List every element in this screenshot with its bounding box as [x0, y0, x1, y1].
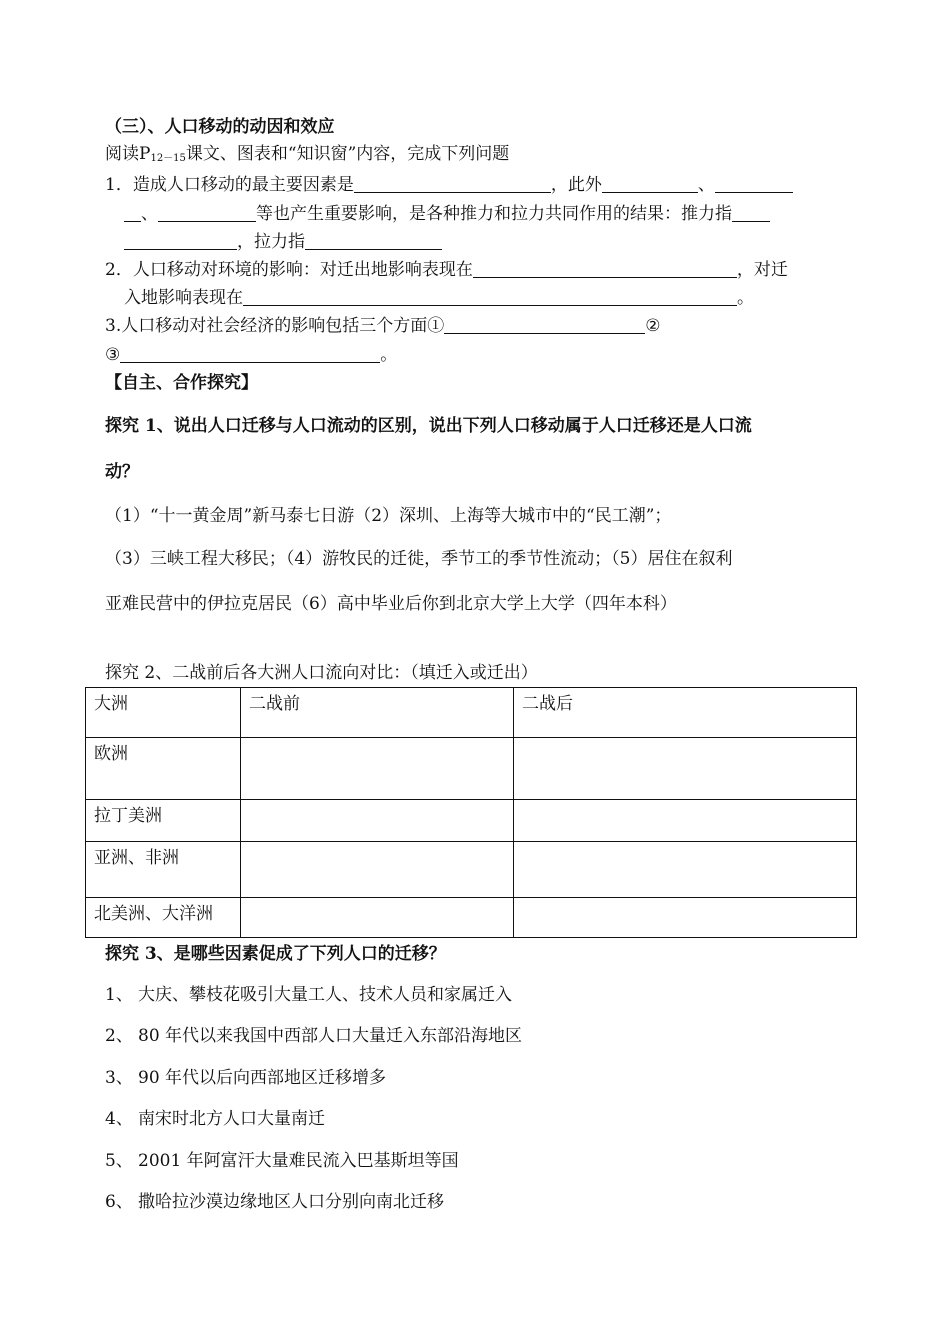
explore-3-title: 探究 3、是哪些因素促成了下列人口的迁移？ — [105, 944, 446, 964]
table-header-row — [86, 688, 857, 738]
question-2-line-1: 2．人口移动对环境的影响：对迁出地影响表现在 ，对迁 — [105, 260, 788, 280]
header-before-ww2: 二战前 — [241, 688, 514, 738]
q1-factor-blank-3-cont[interactable] — [124, 203, 141, 222]
row-before-cell[interactable] — [241, 842, 514, 898]
row-after-cell[interactable] — [514, 842, 857, 898]
q1-factor-blank-3[interactable] — [715, 174, 793, 193]
q1-factor-blank-2[interactable] — [602, 174, 698, 193]
question-1-line-3: ，拉力指 — [124, 229, 442, 255]
list-item-text: 2001 年阿富汗大量难民流入巴基斯坦等国 — [138, 1151, 459, 1171]
section-title: （三）、人口移动的动因和效应 — [105, 117, 335, 137]
table-row — [86, 800, 857, 842]
row-after-cell[interactable] — [514, 898, 857, 938]
row-continent-name: 欧洲 — [86, 738, 241, 800]
question-3-line-1: 3.人口移动对社会经济的影响包括三个方面① ② — [105, 316, 661, 336]
q1-main-factor-blank[interactable] — [354, 174, 551, 193]
header-continent: 大洲 — [86, 688, 241, 738]
row-after-cell[interactable] — [514, 738, 857, 800]
q1-pull-blank[interactable] — [305, 231, 442, 250]
list-item-number: 2、 — [105, 1026, 133, 1046]
row-continent-name: 亚洲、非洲 — [86, 842, 241, 898]
list-item-text: 大庆、攀枝花吸引大量工人、技术人员和家属迁入 — [138, 985, 512, 1005]
table-row — [86, 898, 857, 938]
q3-blank-1[interactable] — [444, 315, 645, 334]
question-3-line-2: ③ 。 — [105, 345, 398, 365]
row-continent-name: 拉丁美洲 — [86, 800, 241, 842]
q1-push-blank[interactable] — [732, 203, 770, 222]
q1-factor-blank-4[interactable] — [158, 203, 256, 222]
page-letter: P — [139, 144, 151, 164]
list-item — [105, 1189, 444, 1215]
list-item-number: 3、 — [105, 1068, 133, 1088]
list-item — [105, 1148, 459, 1174]
question-1-line-2: 、 等也产生重要影响，是各种推力和拉力共同作用的结果：推力指 — [124, 201, 770, 227]
page-range: 12－15 — [150, 153, 186, 164]
q3-blank-3[interactable] — [120, 344, 380, 363]
header-after-ww2: 二战后 — [514, 688, 857, 738]
explore-heading: 【自主、合作探究】 — [105, 373, 258, 393]
table-row — [86, 842, 857, 898]
row-before-cell[interactable] — [241, 738, 514, 800]
list-item — [105, 1023, 522, 1049]
question-2-line-2: 入地影响表现在 。 — [124, 288, 754, 308]
list-item-text: 南宋时北方人口大量南迁 — [138, 1109, 325, 1129]
explore-1-title-line-2: 动？ — [105, 462, 139, 482]
row-before-cell[interactable] — [241, 800, 514, 842]
explore-1-items-line-3: 亚难民营中的伊拉克居民（6）高中毕业后你到北京大学上大学（四年本科） — [105, 594, 677, 614]
list-item-number: 5、 — [105, 1151, 133, 1171]
q2-destination-blank[interactable] — [243, 287, 737, 306]
question-1-line-1: 1．造成人口移动的最主要因素是 ，此外 、 — [105, 172, 793, 198]
q2-origin-blank[interactable] — [473, 259, 737, 278]
row-after-cell[interactable] — [514, 800, 857, 842]
row-continent-name: 北美洲、大洋洲 — [86, 898, 241, 938]
row-before-cell[interactable] — [241, 898, 514, 938]
explore-1-title-line-1: 探究 1、说出人口迁移与人口流动的区别，说出下列人口移动属于人口迁移还是人口流 — [105, 416, 752, 436]
explore-1-items-line-1: （1）“十一黄金周”新马泰七日游（2）深圳、上海等大城市中的“民工潮”； — [105, 506, 672, 526]
table-row — [86, 738, 857, 800]
list-item — [105, 982, 512, 1008]
explore-1-items-line-2: （3）三峡工程大移民；（4）游牧民的迁徙，季节工的季节性流动；（5）居住在叙利 — [105, 549, 733, 569]
reading-prefix: 阅读 — [105, 144, 139, 164]
explore-2-title: 探究 2、二战前后各大洲人口流向对比：（填迁入或迁出） — [105, 663, 538, 683]
list-item-text: 90 年代以后向西部地区迁移增多 — [138, 1068, 387, 1088]
list-item-number: 1、 — [105, 985, 133, 1005]
continent-flow-table — [85, 687, 857, 938]
list-item-text: 撒哈拉沙漠边缘地区人口分别向南北迁移 — [138, 1192, 444, 1212]
list-item-number: 4、 — [105, 1109, 133, 1129]
list-item — [105, 1065, 386, 1091]
reading-instruction — [105, 141, 509, 172]
reading-suffix: 课文、图表和“知识窗”内容，完成下列问题 — [185, 144, 510, 164]
list-item-number: 6、 — [105, 1192, 133, 1212]
list-item-text: 80 年代以来我国中西部人口大量迁入东部沿海地区 — [138, 1026, 523, 1046]
q1-push-blank-cont[interactable] — [124, 231, 237, 250]
list-item — [105, 1106, 325, 1132]
